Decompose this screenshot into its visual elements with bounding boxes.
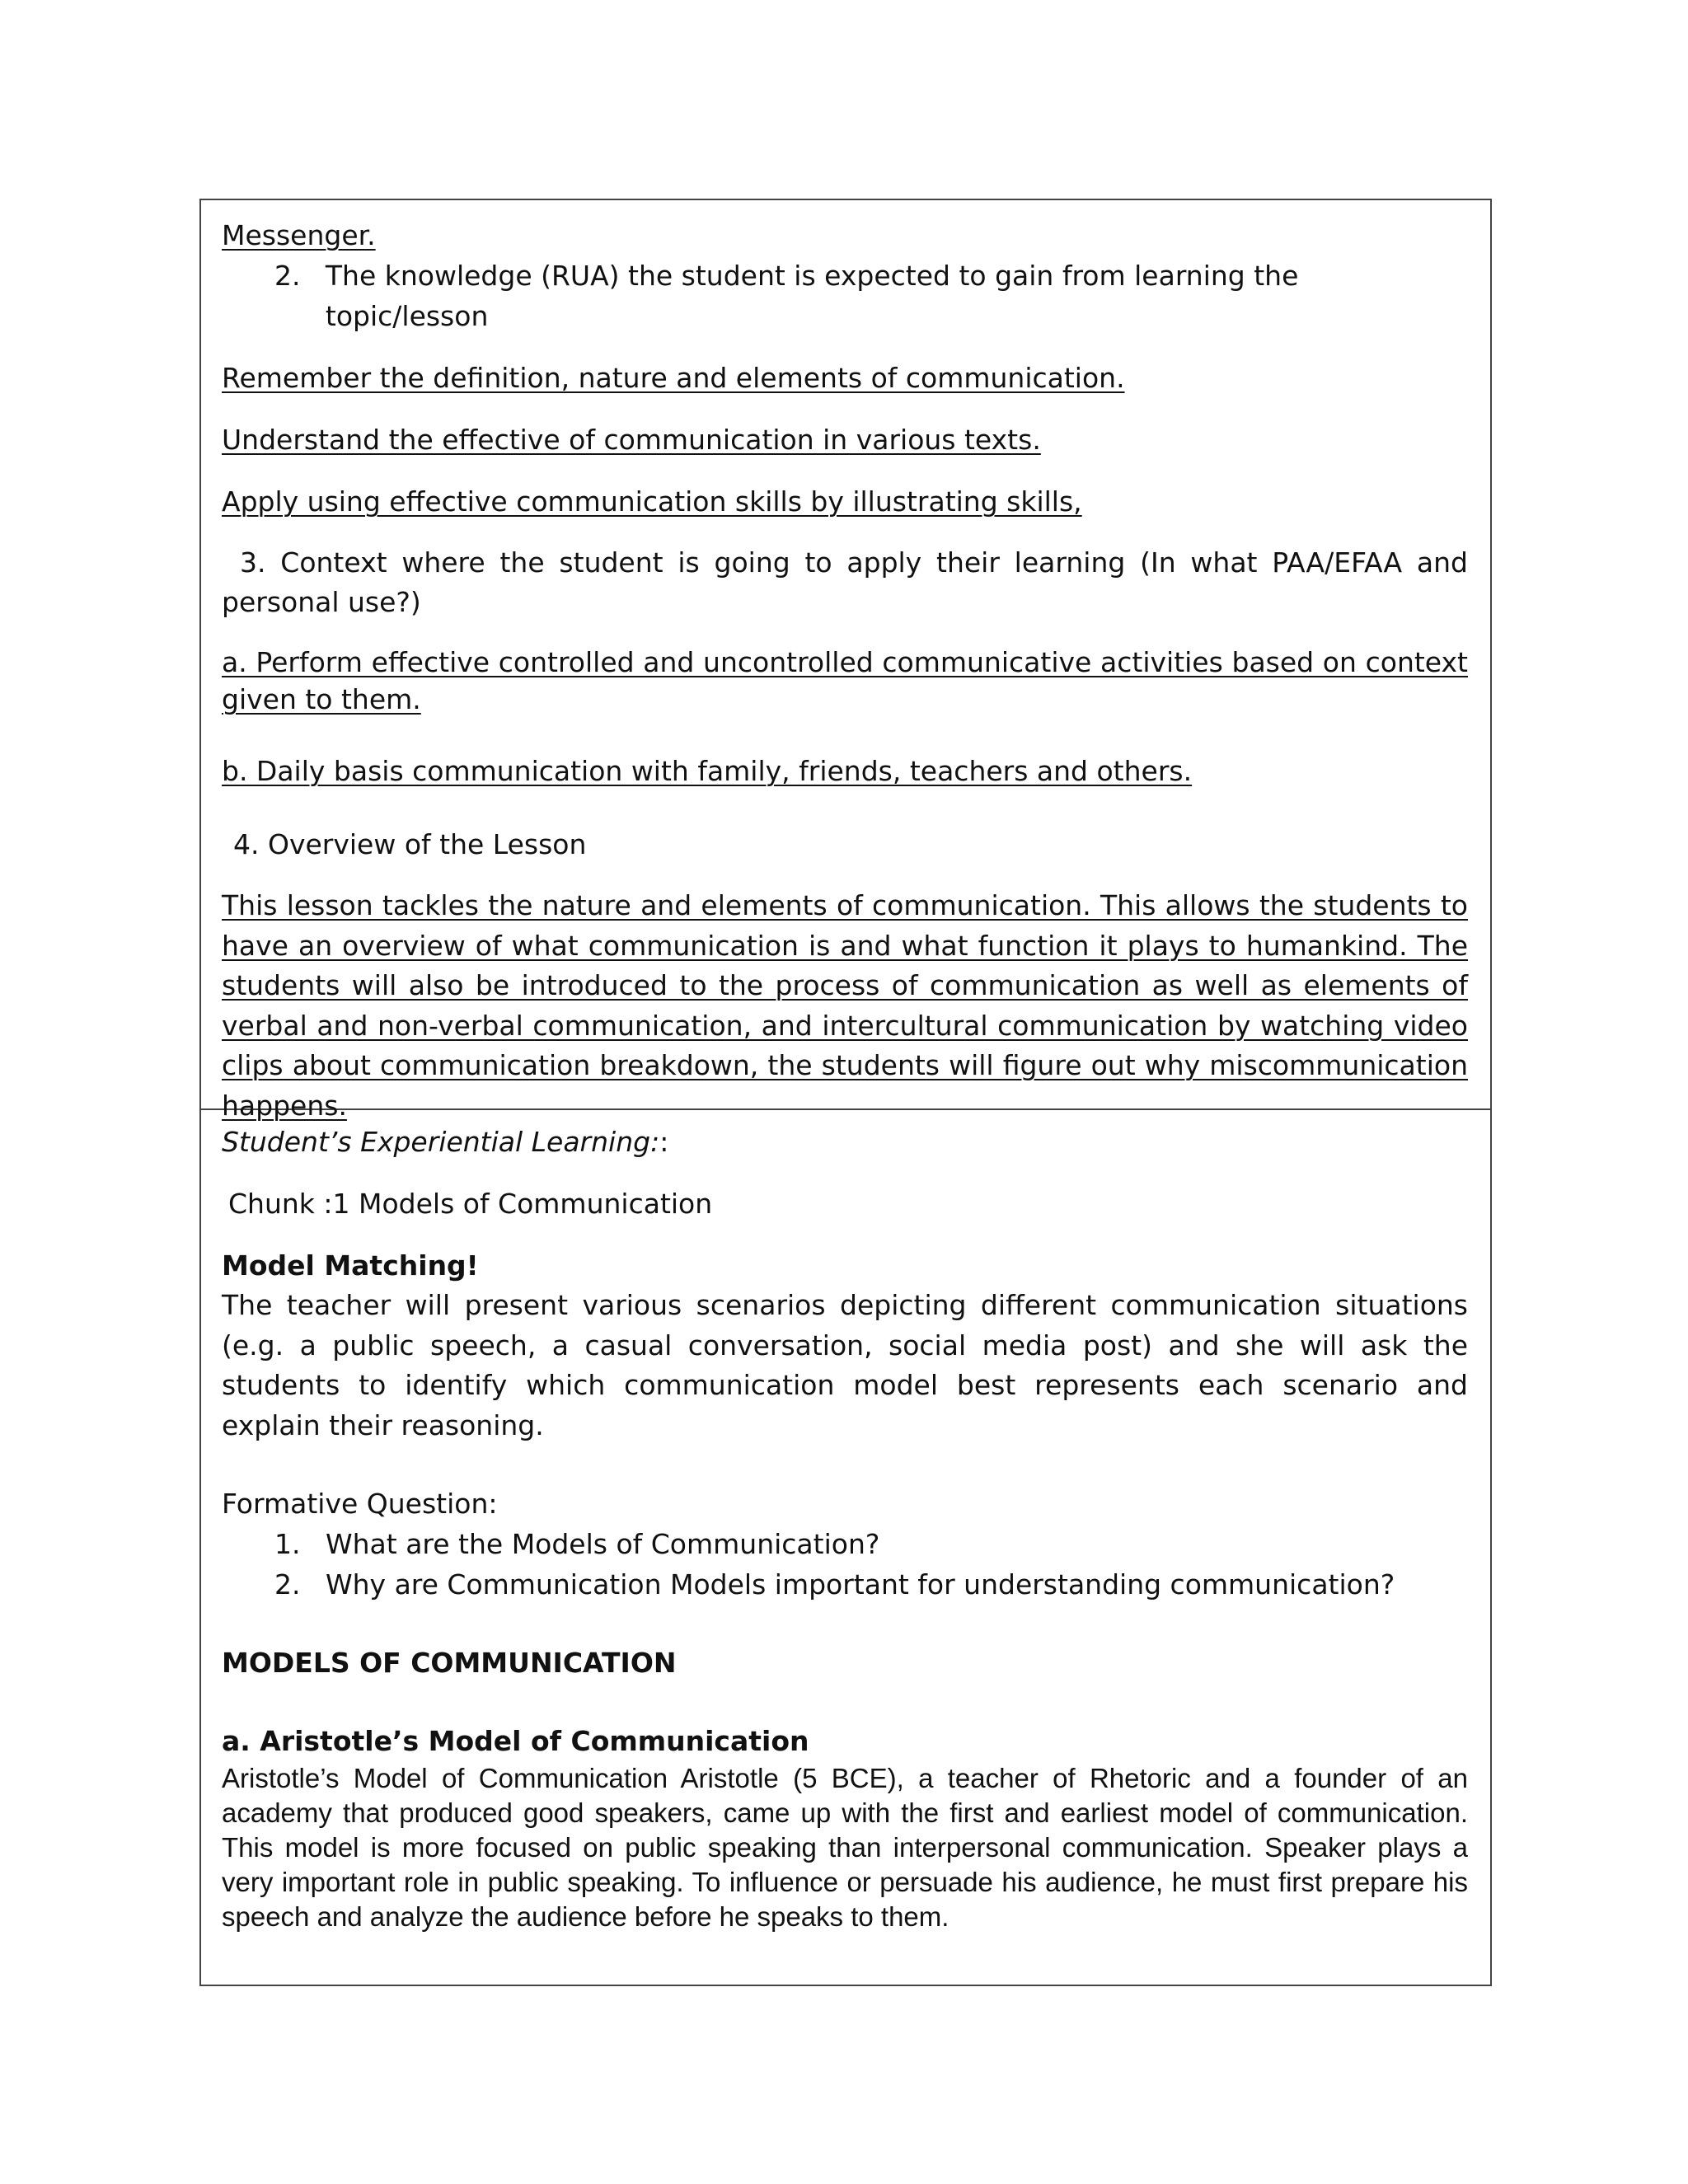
context-b: b. Daily basis communication with family, friends, teachers and others. [222,755,1193,787]
activity-title: Model Matching! [222,1249,479,1282]
rua-apply: Apply using effective communication skills by illustrating skills, [222,485,1082,518]
chunk-title: Chunk :1 Models of Communication [228,1188,713,1220]
formative-questions [222,1524,1468,1605]
rua-understand: Understand the effective of communication in various texts. [222,424,1041,456]
experiential-colon: : [659,1126,669,1158]
question-number: 1. [274,1528,301,1560]
overview-paragraph: This lesson tackles the nature and elements of communication. This allows the students to have an overview of what communication is and what function it plays to humankind. The students will also be introduced to the process of communication as well as elements of verbal and non-verbal communication, and intercultural communication by watching video clips about communication breakdown, the students will figure out why miscommunication happens. [222,889,1468,1122]
item-number: 2. [274,260,301,292]
context-question: 3. Context where the student is going to apply their learning (In what PAA/EFAA and personal use?) [222,546,1468,618]
item-text: The knowledge (RUA) the student is expected to gain from learning the topic/lesson [325,260,1299,332]
list-item [274,1524,1468,1564]
lesson-plan-table [199,199,1492,1986]
context-a: a. Perform effective controlled and uncontrolled communicative activities based on context given to them. [222,646,1468,715]
aristotle-heading: a. Aristotle’s Model of Communication [222,1725,809,1757]
experiential-learning-cell [201,1108,1490,1985]
question-text: What are the Models of Communication? [326,1528,880,1560]
list-item [274,255,1468,336]
models-heading: MODELS OF COMMUNICATION [222,1647,677,1679]
list-item [274,1564,1468,1605]
lesson-info-cell [201,200,1490,1122]
experiential-label-line [222,1122,1468,1162]
overview-heading: 4. Overview of the Lesson [233,828,587,860]
rua-remember: Remember the definition, nature and elements of communication. [222,362,1125,394]
experiential-label: Student’s Experiential Learning: [222,1126,660,1158]
activity-description: The teacher will present various scenarios depicting different communication situations (e.g. a public speech, a casual conversation, social media post) and she will ask the students to identify which communication model best represents each scenario and explain their reasoning. [222,1289,1468,1441]
aristotle-paragraph: Aristotle’s Model of Communication Aristotle (5 BCE), a teacher of Rhetoric and a founder of an academy that produced good speakers, came up with the first and earliest model of communication. This model is more focused on public speaking than interpersonal communication. Speaker plays a very important role in public speaking. To influence or persuade his audience, he must first prepare his speech and analyze the audience before he speaks to them. [222,1763,1468,1932]
knowledge-item [222,255,1468,336]
messenger-line: Messenger. [222,219,376,251]
question-number: 2. [274,1568,301,1601]
formative-label: Formative Question: [222,1488,498,1520]
question-text: Why are Communication Models important for understanding communication? [326,1568,1395,1601]
